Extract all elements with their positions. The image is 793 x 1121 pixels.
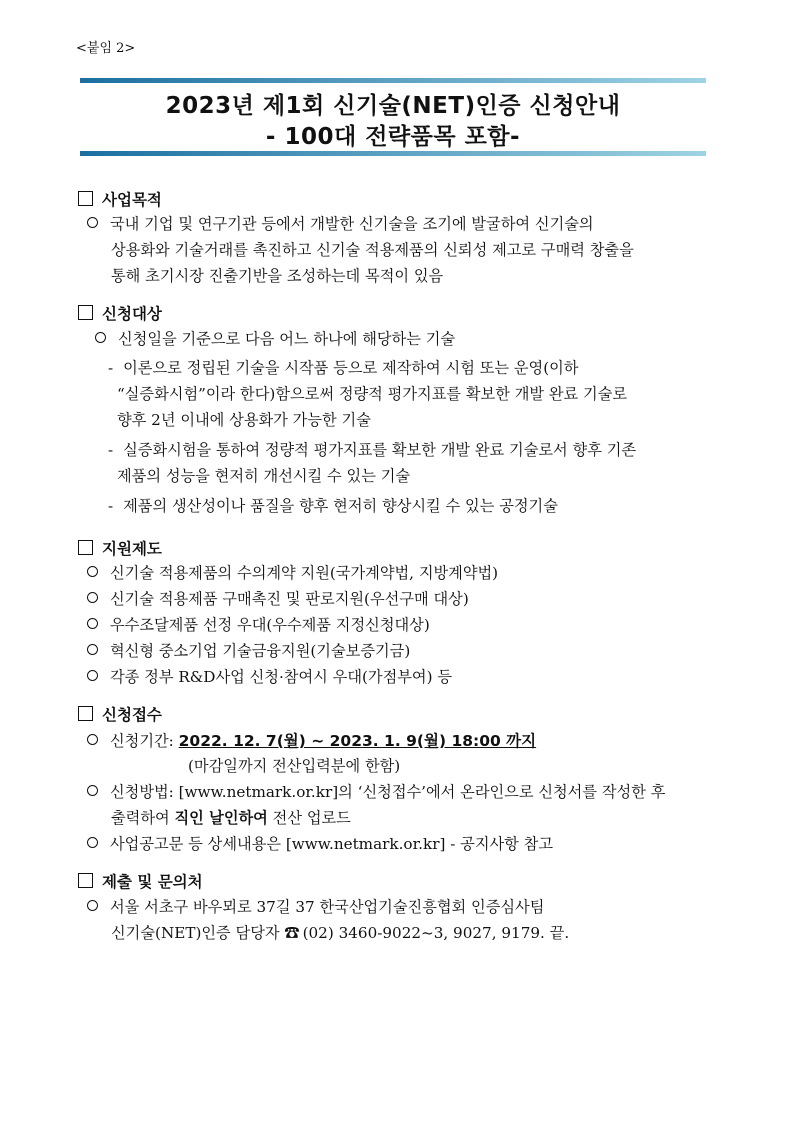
purpose-text: 국내 기업 및 연구기관 등에서 개발한 신기술을 조기에 발굴하여 신기술의 [110, 215, 594, 233]
support-item-text: 신기술 적용제품의 수의계약 지원(국가계약법, 지방계약법) [110, 564, 499, 582]
application-method-text: 신청방법: [www.netmark.or.kr]의 ‘신청접수’에서 온라인으로 신청서를 작성한 후 [110, 783, 666, 801]
circle-bullet-icon [87, 592, 98, 603]
dash-bullet-icon: - [108, 441, 114, 459]
phone-icon: ☎ [284, 924, 300, 942]
application-method-bold: 직인 날인하여 [174, 809, 268, 827]
contact-address [87, 896, 544, 917]
title-top-bar [80, 78, 706, 83]
section-support-heading [78, 537, 162, 559]
page-title: 2023년 제1회 신기술(NET)인증 신청안내 [165, 93, 621, 119]
checkbox-square-icon [78, 540, 93, 555]
circle-bullet-icon [87, 644, 98, 655]
application-method-cont [111, 807, 351, 828]
checkbox-square-icon [78, 873, 93, 888]
target-sub-text: 제품의 생산성이나 품질을 향후 현저히 향상시킬 수 있는 공정기술 [123, 497, 558, 515]
application-period-note: (마감일까지 전산입력분에 한함) [188, 757, 401, 775]
application-method [87, 781, 665, 802]
circle-bullet-icon [87, 618, 98, 629]
support-item-text: 신기술 적용제품 구매촉진 및 판로지원(우선구매 대상) [110, 590, 469, 608]
application-period-value: 2022. 12. 7(월) ~ 2023. 1. 9(월) 18:00 까지 [178, 732, 537, 750]
section-application-title: 신청접수 [102, 706, 162, 724]
application-method-post: 전산 업로드 [272, 809, 351, 827]
support-item [87, 588, 469, 609]
section-purpose-heading [78, 188, 162, 210]
contact-phone-line [111, 922, 569, 943]
section-support-title: 지원제도 [102, 540, 162, 558]
application-period [87, 729, 536, 751]
section-target-title: 신청대상 [102, 305, 162, 323]
support-item-text: 혁신형 중소기업 기술금융지원(기술보증기금) [110, 642, 411, 660]
application-period-label: 신청기간: [110, 732, 174, 750]
target-sub-item [108, 495, 558, 516]
circle-bullet-icon [87, 900, 98, 911]
application-notice-text: 사업공고문 등 상세내용은 [www.netmark.or.kr] - 공지사항 참고 [110, 835, 554, 853]
circle-bullet-icon [87, 566, 98, 577]
target-sub-text: 실증화시험을 통하여 정량적 평가지표를 확보한 개발 완료 기술로서 향후 기존 [123, 441, 637, 459]
contact-address-text: 서울 서초구 바우뫼로 37길 37 한국산업기술진흥협회 인증심사팀 [110, 898, 545, 916]
checkbox-square-icon [78, 191, 93, 206]
target-sub-item [108, 439, 636, 460]
section-application-heading [78, 703, 162, 725]
section-contact-title: 제출 및 문의처 [102, 873, 203, 891]
circle-bullet-icon [87, 785, 98, 796]
page-subtitle: - 100대 전략품목 포함- [265, 124, 521, 150]
circle-bullet-icon [95, 332, 106, 343]
attachment-label: <붙임 2> [76, 41, 136, 56]
section-purpose-title: 사업목적 [102, 191, 162, 209]
contact-person: 신기술(NET)인증 담당자 [111, 924, 280, 942]
dash-bullet-icon: - [108, 359, 114, 377]
purpose-text-cont: 상용화와 기술거래를 촉진하고 신기술 적용제품의 신뢰성 제고로 구매력 창출을 [111, 241, 634, 259]
support-item [87, 640, 410, 661]
support-item [87, 666, 452, 687]
circle-bullet-icon [87, 837, 98, 848]
purpose-text-cont: 통해 초기시장 진출기반을 조성하는데 목적이 있음 [111, 267, 444, 285]
support-item [87, 562, 498, 583]
support-item [87, 614, 430, 635]
circle-bullet-icon [87, 217, 98, 228]
checkbox-square-icon [78, 706, 93, 721]
section-target-heading [78, 302, 162, 324]
section-contact-heading [78, 870, 203, 892]
target-item-line [95, 328, 455, 349]
title-bottom-bar [80, 151, 706, 156]
support-item-text: 우수조달제품 선정 우대(우수제품 지정신청대상) [110, 616, 430, 634]
target-sub-item [108, 357, 578, 378]
target-sub-text-cont: 향후 2년 이내에 상용화가 가능한 기술 [117, 411, 371, 429]
circle-bullet-icon [87, 734, 98, 745]
dash-bullet-icon: - [108, 497, 114, 515]
target-sub-text-cont: “실증화시험”이라 한다)함으로써 정량적 평가지표를 확보한 개발 완료 기술로 [117, 385, 628, 403]
contact-phone: (02) 3460-9022~3, 9027, 9179. 끝. [302, 924, 570, 942]
support-item-text: 각종 정부 R&D사업 신청·참여시 우대(가점부여) 등 [110, 668, 453, 686]
checkbox-square-icon [78, 305, 93, 320]
target-sub-text: 이론으로 정립된 기술을 시작품 등으로 제작하여 시험 또는 운영(이하 [123, 359, 579, 377]
target-text: 신청일을 기준으로 다음 어느 하나에 해당하는 기술 [118, 330, 456, 348]
circle-bullet-icon [87, 670, 98, 681]
application-notice [87, 833, 553, 854]
target-sub-text-cont: 제품의 성능을 현저히 개선시킬 수 있는 기술 [117, 467, 411, 485]
application-method-pre: 출력하여 [111, 809, 170, 827]
purpose-item-line [87, 213, 594, 234]
